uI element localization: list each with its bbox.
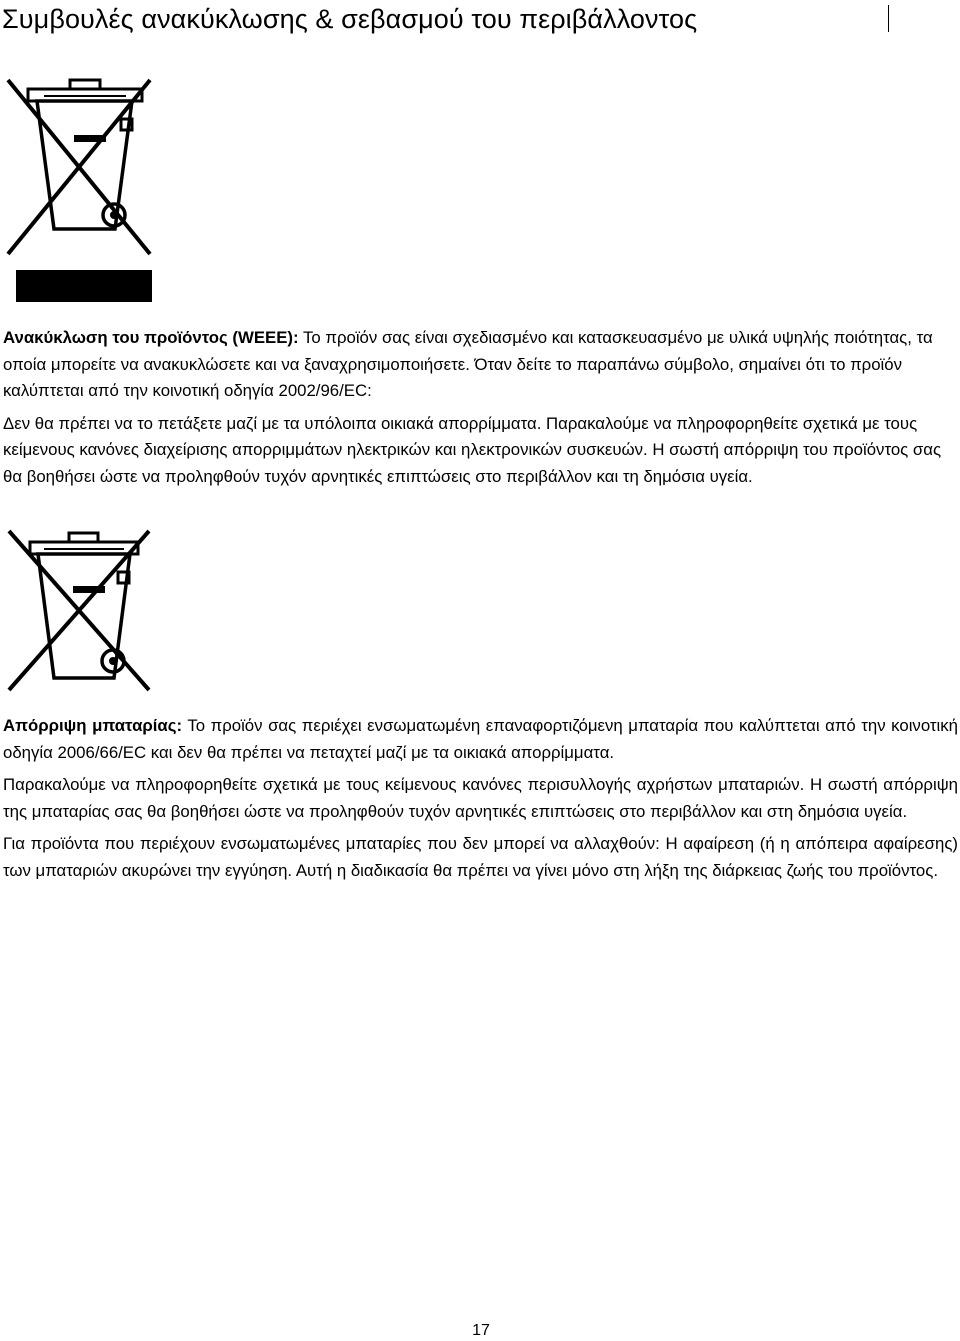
crossed-out-wheeled-bin-icon [4,76,154,304]
page-number: 17 [472,1322,490,1339]
weee-heading: Ανακύκλωση του προϊόντος (WEEE): [3,328,299,347]
battery-section [3,713,958,884]
crossed-out-wheeled-bin-icon [6,528,152,694]
battery-paragraph-1 [3,713,958,766]
battery-paragraph-2: Παρακαλούμε να πληροφορηθείτε σχετικά με τους κείμενους κανόνες περισυλλογής αχρήστων μπαταριών. Η σωστή απόρριψη της μπαταρίας σας θα βοηθήσει ώστε να προληφθούν τυχόν αρνητικές επιπτώσεις στο περιβάλλον και στη δημόσια υγεία. [3,775,958,821]
battery-paragraph-1-text: Το προϊόν σας περιέχει ενσωματωμένη επαναφορτιζόμενη μπαταρία που καλύπτεται από την κοινοτική οδηγία 2006/66/EC και δεν θα πρέπει να πεταχτεί μαζί με τα οικιακά απορρίμματα. [3,716,958,762]
title-rule [888,5,889,32]
weee-paragraph-1-text: Το προϊόν σας είναι σχεδιασμένο και κατασκευασμένο με υλικά υψηλής ποιότητας, τα οποία μπορείτε να ανακυκλώσετε και να ξαναχρησιμοποιήσετε. Όταν δείτε το παραπάνω σύμβολο, σημαίνει ότι το προϊόν καλύπτεται από την κοινοτική οδηγία 2002/96/EC: [3,328,933,400]
page-title: Συμβουλές ανακύκλωσης & σεβασμού του περιβάλλοντος [2,4,698,34]
weee-section [3,325,958,490]
battery-paragraph-3: Για προϊόντα που περιέχουν ενσωματωμένες μπαταρίες που δεν μπορεί να αλλαχθούν: Η αφαίρεση (ή η απόπειρα αφαίρεσης) των μπαταριών ακυρώνει την εγγύηση. Αυτή η διαδικασία θα πρέπει να γίνει μόνο στη λήξη της διάρκειας ζωής του προϊόντος. [3,834,958,880]
page-number-container [0,1321,960,1341]
weee-paragraph-1 [3,325,958,405]
battery-heading: Απόρριψη μπαταρίας: [3,716,183,735]
black-bar-below-bin [16,270,152,302]
weee-paragraph-2: Δεν θα πρέπει να το πετάξετε μαζί με τα υπόλοιπα οικιακά απορρίμματα. Παρακαλούμε να πληροφορηθείτε σχετικά με τους κείμενους κανόνες διαχείρισης απορριμμάτων ηλεκτρικών και ηλεκτρονικών συσκευών. Η σωστή απόρριψη του προϊόντος σας θα βοηθήσει ώστε να προληφθούν τυχόν αρνητικές επιπτώσεις στο περιβάλλον και τη δημόσια υγεία. [3,413,942,486]
